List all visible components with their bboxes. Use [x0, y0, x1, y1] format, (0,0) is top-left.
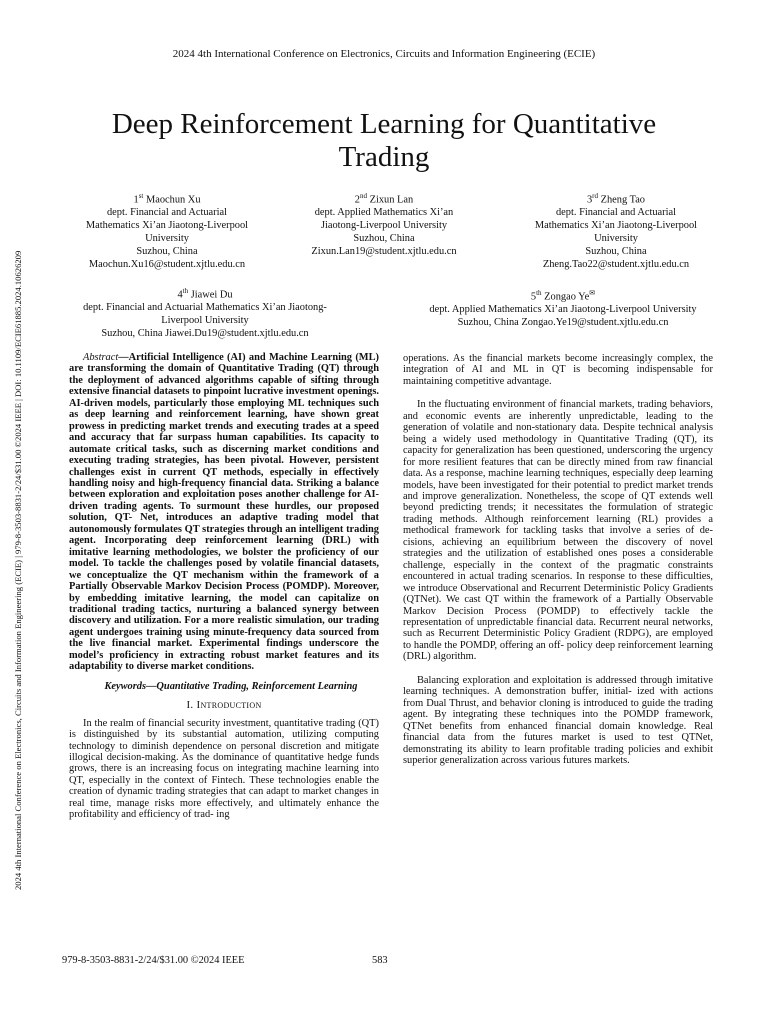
footer-isbn: 979-8-3503-8831-2/24/$31.00 ©2024 IEEE	[62, 955, 245, 966]
abstract-lead: Abstract	[83, 352, 119, 363]
author-5-location-email: Suzhou, China Zongao.Ye19@student.xjtlu.edu.cn	[457, 317, 669, 329]
author-4-name-line: 4th Jiawei Du	[177, 287, 233, 301]
conference-header: 2024 4th International Conference on Electronics, Circuits and Information Engineering (ECIE)	[172, 48, 596, 60]
author-3-affil-line: University	[594, 233, 638, 245]
body-paragraph: operations. As the financial markets become increasingly complex, the integration of AI and ML in QT is becoming indispensable for maintaining competitive advantage.	[403, 353, 713, 387]
author-1-name-line: 1st Maochun Xu	[133, 192, 201, 206]
author-2-name-line: 2nd Zixun Lan	[354, 192, 414, 206]
author-5-name-line: 5th Zongao Ye✉	[530, 289, 596, 303]
author-2-affil-line: dept. Applied Mathematics Xi’an	[314, 207, 454, 219]
section-heading-introduction: I. Introduction	[186, 699, 262, 712]
body-paragraph: Balancing exploration and exploitation is addressed through imitative learning techniques. A demonstration buffer, initial- ized with actions from Dual Thrust, and behavior cloning is introduced to guide the trading agent. By integrating these techniques into the POMDP framework, QTNet benefits from enhanced financial domain knowledge. Real financial data from the futures market is used to test QTNet, demonstrating its ability to learn profitable trading policies and exhibit superior generalization across various futures markets.	[403, 674, 713, 766]
author-2	[290, 190, 478, 258]
author-3-affil-line: Mathematics Xi’an Jiaotong-Liverpool	[534, 220, 698, 232]
author-2-affil-line: Jiaotong-Liverpool University	[320, 220, 448, 232]
author-3-email: Zheng.Tao22@student.xjtlu.edu.cn	[542, 259, 690, 271]
side-strip	[12, 250, 36, 914]
author-1-email: Maochun.Xu16@student.xjtlu.edu.cn	[88, 259, 246, 271]
author-5-affil-line: dept. Applied Mathematics Xi’an Jiaotong-Liverpool University	[429, 304, 697, 316]
author-4-location-email: Suzhou, China Jiawei.Du19@student.xjtlu.edu.cn	[101, 328, 309, 340]
abstract-text: —Artificial Intelligence (AI) and Machine Learning (ML) are transforming the domain of Quantitative Trading (QT) through the deployment of advanced algorithms capable of sifting through extensive financial datasets to pinpoint lucrative investment openings. AI-driven models, particularly those employing ML techniques such as deep learning and reinforcement learning, have shown great prowess in predicting market trends and executing trades at a speed and accuracy that far surpass human capabilities. Its capacity to automate critical tasks, such as discerning market conditions and executing trading strategies, has been pivotal. However, persistent challenges exist in current QT methods, especially in effectively handling noisy and high-frequency financial data. Striking a balance between exploration and exploitation poses another challenge for AI-driven trading agents. To surmount these hurdles, our proposed solution, QT- Net, introduces an adaptive trading model that autonomously formulates QT strategies through an intelligent trading agent. Incorporating deep reinforcement learning (DRL) with imitative learning methodologies, we bolster the proficiency of our model. To tackle the challenges posed by volatile financial datasets, we conceptualize the QT mechanism within the framework of a Partially Observable Markov Decision Process (POMDP). Moreover, by embedding imitative learning, the model can capitalize on traditional trading tactics, nurturing a balanced synergy between discovery and utilization. For a more realistic simulation, our trading agent undergoes training using minute-frequency data sourced from the live financial market. Experimental findings underscore the model’s proficiency in extracting robust market features and its adaptability to diverse market conditions.	[69, 352, 379, 673]
keywords: Keywords—Quantitative Trading, Reinforcement Learning	[104, 680, 358, 692]
author-1-affil-line: dept. Financial and Actuarial	[106, 207, 228, 219]
author-1-affil-line: Mathematics Xi’an Jiaotong-Liverpool	[85, 220, 249, 232]
author-2-location: Suzhou, China	[353, 233, 415, 245]
author-4-affil-line: Liverpool University	[161, 315, 249, 327]
body-paragraph: In the fluctuating environment of financial markets, trading behaviors, and economic events are inherently unpredictable, leading to the generation of volatile and non-stationary data. Despite technical analysis being a widely used methodology in Quantitative Trading (QT), its capacity for generalization has been questioned, underscoring the urgency for more resilient features that can be directly mined from raw financial data. As a response, machine learning techniques, especially deep learning models, have been investigated for their potential to predict market trends and improve generalization. Nonetheless, the scope of QT extends well beyond predicting trends; it necessitates the formulation of strategic trading methods. Although reinforcement learning (RL) provides a methodical framework for tackling tasks that involve a series of de- cisions, achieving an equilibrium between the discovery of novel strategies and the utilization of established ones poses a considerable challenge, especially in the context of the pragmatic constraints encountered in actual trading scenarios. In response to these difficulties, we introduce Observational and Recurrent Deterministic Policy Gradients (QTNet). We cast QT within the framework of a Partially Observable Markov Decision Process (POMDP) to effectively tackle the representation of unpredictable financial data. Recurrent neural networks, such as Recurrent Deterministic Policy Gradient (RDPG), are employed to handle the POMDP, offering an off- policy deep reinforcement learning (DRL) algorithm.	[403, 399, 713, 663]
author-4	[60, 285, 350, 340]
intro-paragraph: In the realm of financial security investment, quantitative trading (QT) is distinguished by its substantial automation, utilizing computing technology to diminish dependence on personal discretion and mitigate illogical decision-making. As the dominance of quantitative hedge funds grows, there is an increasing focus on integrating machine learning into QT, especially in the context of Fintech. These technologies enable the creation of dynamic trading strategies that can adapt to market changes in real time, manage risks more effectively, and ultimately enhance the profitability and efficiency of trad- ing	[69, 717, 379, 821]
left-column	[69, 352, 379, 821]
abstract	[69, 352, 379, 673]
author-3	[503, 190, 729, 271]
page-number: 583	[372, 955, 388, 966]
corresponding-mail-icon: ✉	[589, 289, 596, 297]
author-3-location: Suzhou, China	[585, 246, 647, 258]
author-1-affil-line: University	[145, 233, 189, 245]
author-4-affil-line: dept. Financial and Actuarial Mathematics Xi’an Jiaotong-	[83, 302, 327, 314]
side-doi-text: 2024 4th International Conference on Electronics, Circuits and Information Engineering (ECIE) | 979-8-3503-8831-2/24/$31.00 ©2024 IEEE | DOI: 10.1109/ECIE61885.2024.10626209	[13, 250, 23, 890]
author-1-location: Suzhou, China	[136, 246, 198, 258]
paper-title: Deep Reinforcement Learning for Quantitative Trading	[111, 108, 657, 173]
author-3-affil-line: dept. Financial and Actuarial	[555, 207, 677, 219]
author-5	[398, 287, 728, 329]
author-2-email: Zixun.Lan19@student.xjtlu.edu.cn	[311, 246, 457, 258]
author-1	[52, 190, 282, 271]
author-3-name-line: 3rd Zheng Tao	[586, 192, 646, 206]
right-column	[403, 353, 713, 766]
